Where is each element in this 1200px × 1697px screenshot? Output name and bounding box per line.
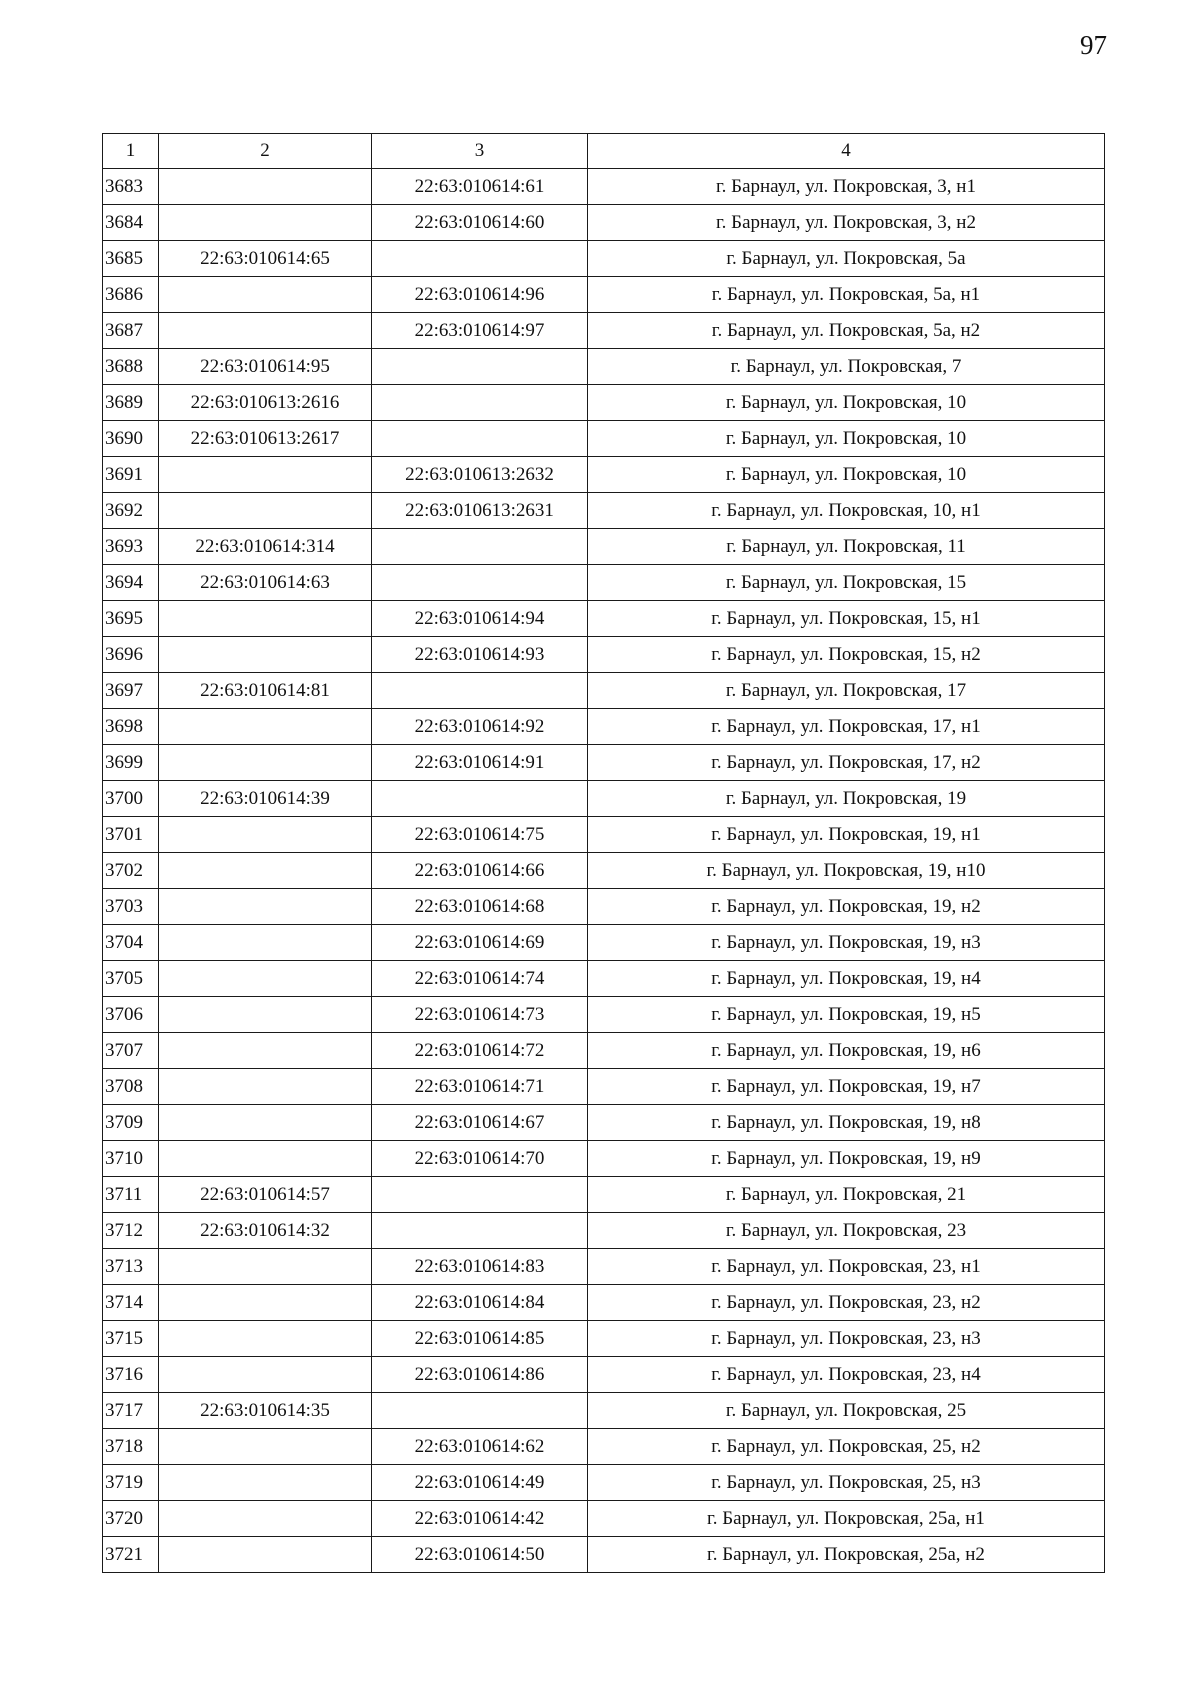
row-number-cell: 3701 <box>103 817 159 853</box>
row-number-cell: 3696 <box>103 637 159 673</box>
row-number-cell: 3691 <box>103 457 159 493</box>
col3-cadastral-cell <box>372 673 588 709</box>
col2-cadastral-cell <box>159 1249 372 1285</box>
row-number-cell: 3715 <box>103 1321 159 1357</box>
row-number-cell: 3703 <box>103 889 159 925</box>
row-number-cell: 3716 <box>103 1357 159 1393</box>
col3-cadastral-cell <box>372 385 588 421</box>
address-cell: г. Барнаул, ул. Покровская, 19 <box>588 781 1105 817</box>
col2-cadastral-cell <box>159 169 372 205</box>
table-row <box>103 1249 1105 1285</box>
col3-cadastral-cell <box>372 1177 588 1213</box>
address-cell: г. Барнаул, ул. Покровская, 19, н10 <box>588 853 1105 889</box>
col3-cadastral-cell: 22:63:010614:62 <box>372 1429 588 1465</box>
row-number-cell: 3713 <box>103 1249 159 1285</box>
col2-cadastral-cell: 22:63:010614:39 <box>159 781 372 817</box>
table-row <box>103 241 1105 277</box>
col3-cadastral-cell: 22:63:010614:71 <box>372 1069 588 1105</box>
col3-cadastral-cell: 22:63:010614:60 <box>372 205 588 241</box>
table-row <box>103 889 1105 925</box>
col3-cadastral-cell: 22:63:010614:73 <box>372 997 588 1033</box>
col2-cadastral-cell <box>159 1429 372 1465</box>
col3-cadastral-cell: 22:63:010614:97 <box>372 313 588 349</box>
row-number-cell: 3718 <box>103 1429 159 1465</box>
table-row <box>103 1033 1105 1069</box>
header-col-4: 4 <box>588 134 1105 169</box>
col3-cadastral-cell: 22:63:010614:69 <box>372 925 588 961</box>
table-row <box>103 637 1105 673</box>
row-number-cell: 3721 <box>103 1537 159 1573</box>
address-cell: г. Барнаул, ул. Покровская, 23, н2 <box>588 1285 1105 1321</box>
col2-cadastral-cell <box>159 1033 372 1069</box>
row-number-cell: 3697 <box>103 673 159 709</box>
col3-cadastral-cell <box>372 781 588 817</box>
address-cell: г. Барнаул, ул. Покровская, 25 <box>588 1393 1105 1429</box>
row-number-cell: 3702 <box>103 853 159 889</box>
header-col-1: 1 <box>103 134 159 169</box>
table-row <box>103 1069 1105 1105</box>
address-cell: г. Барнаул, ул. Покровская, 10 <box>588 421 1105 457</box>
row-number-cell: 3706 <box>103 997 159 1033</box>
table-row <box>103 1321 1105 1357</box>
col2-cadastral-cell: 22:63:010614:81 <box>159 673 372 709</box>
registry-table <box>102 133 1105 1573</box>
col2-cadastral-cell: 22:63:010614:35 <box>159 1393 372 1429</box>
header-row <box>103 134 1105 169</box>
row-number-cell: 3717 <box>103 1393 159 1429</box>
address-cell: г. Барнаул, ул. Покровская, 19, н1 <box>588 817 1105 853</box>
col2-cadastral-cell: 22:63:010614:63 <box>159 565 372 601</box>
col3-cadastral-cell: 22:63:010614:67 <box>372 1105 588 1141</box>
address-cell: г. Барнаул, ул. Покровская, 23, н3 <box>588 1321 1105 1357</box>
address-cell: г. Барнаул, ул. Покровская, 19, н4 <box>588 961 1105 997</box>
row-number-cell: 3707 <box>103 1033 159 1069</box>
row-number-cell: 3688 <box>103 349 159 385</box>
table-row <box>103 1177 1105 1213</box>
table-row <box>103 1429 1105 1465</box>
table-row <box>103 565 1105 601</box>
col2-cadastral-cell <box>159 817 372 853</box>
col3-cadastral-cell <box>372 565 588 601</box>
address-cell: г. Барнаул, ул. Покровская, 19, н7 <box>588 1069 1105 1105</box>
row-number-cell: 3708 <box>103 1069 159 1105</box>
table-row <box>103 205 1105 241</box>
col2-cadastral-cell <box>159 745 372 781</box>
address-cell: г. Барнаул, ул. Покровская, 19, н8 <box>588 1105 1105 1141</box>
col2-cadastral-cell <box>159 1285 372 1321</box>
row-number-cell: 3687 <box>103 313 159 349</box>
address-cell: г. Барнаул, ул. Покровская, 19, н2 <box>588 889 1105 925</box>
col2-cadastral-cell <box>159 1141 372 1177</box>
row-number-cell: 3705 <box>103 961 159 997</box>
col3-cadastral-cell: 22:63:010614:72 <box>372 1033 588 1069</box>
address-cell: г. Барнаул, ул. Покровская, 23, н4 <box>588 1357 1105 1393</box>
col2-cadastral-cell <box>159 1105 372 1141</box>
table-row <box>103 1213 1105 1249</box>
table-row <box>103 1393 1105 1429</box>
address-cell: г. Барнаул, ул. Покровская, 25а, н2 <box>588 1537 1105 1573</box>
table-row <box>103 781 1105 817</box>
row-number-cell: 3709 <box>103 1105 159 1141</box>
table-row <box>103 493 1105 529</box>
col2-cadastral-cell: 22:63:010614:32 <box>159 1213 372 1249</box>
row-number-cell: 3712 <box>103 1213 159 1249</box>
table-row <box>103 421 1105 457</box>
address-cell: г. Барнаул, ул. Покровская, 10 <box>588 385 1105 421</box>
address-cell: г. Барнаул, ул. Покровская, 15, н2 <box>588 637 1105 673</box>
col2-cadastral-cell: 22:63:010613:2617 <box>159 421 372 457</box>
col2-cadastral-cell <box>159 313 372 349</box>
col3-cadastral-cell: 22:63:010614:75 <box>372 817 588 853</box>
address-cell: г. Барнаул, ул. Покровская, 3, н2 <box>588 205 1105 241</box>
col3-cadastral-cell <box>372 529 588 565</box>
col3-cadastral-cell: 22:63:010614:70 <box>372 1141 588 1177</box>
address-cell: г. Барнаул, ул. Покровская, 19, н9 <box>588 1141 1105 1177</box>
table-row <box>103 925 1105 961</box>
table-row <box>103 385 1105 421</box>
table-row <box>103 1285 1105 1321</box>
table-row <box>103 1105 1105 1141</box>
col2-cadastral-cell <box>159 961 372 997</box>
row-number-cell: 3719 <box>103 1465 159 1501</box>
table-row <box>103 1357 1105 1393</box>
table-row <box>103 349 1105 385</box>
col3-cadastral-cell: 22:63:010614:66 <box>372 853 588 889</box>
address-cell: г. Барнаул, ул. Покровская, 17 <box>588 673 1105 709</box>
col3-cadastral-cell <box>372 349 588 385</box>
col3-cadastral-cell: 22:63:010613:2631 <box>372 493 588 529</box>
col3-cadastral-cell <box>372 1393 588 1429</box>
row-number-cell: 3684 <box>103 205 159 241</box>
address-cell: г. Барнаул, ул. Покровская, 17, н2 <box>588 745 1105 781</box>
col2-cadastral-cell <box>159 637 372 673</box>
address-cell: г. Барнаул, ул. Покровская, 17, н1 <box>588 709 1105 745</box>
col3-cadastral-cell <box>372 1213 588 1249</box>
row-number-cell: 3686 <box>103 277 159 313</box>
row-number-cell: 3685 <box>103 241 159 277</box>
row-number-cell: 3690 <box>103 421 159 457</box>
table-row <box>103 997 1105 1033</box>
table-row <box>103 601 1105 637</box>
table-row <box>103 457 1105 493</box>
table-row <box>103 745 1105 781</box>
col2-cadastral-cell: 22:63:010613:2616 <box>159 385 372 421</box>
row-number-cell: 3683 <box>103 169 159 205</box>
col2-cadastral-cell <box>159 205 372 241</box>
address-cell: г. Барнаул, ул. Покровская, 25, н3 <box>588 1465 1105 1501</box>
col3-cadastral-cell: 22:63:010614:86 <box>372 1357 588 1393</box>
address-cell: г. Барнаул, ул. Покровская, 15, н1 <box>588 601 1105 637</box>
col3-cadastral-cell <box>372 241 588 277</box>
address-cell: г. Барнаул, ул. Покровская, 23 <box>588 1213 1105 1249</box>
table-row <box>103 169 1105 205</box>
table-body <box>103 169 1105 1573</box>
col3-cadastral-cell: 22:63:010614:94 <box>372 601 588 637</box>
row-number-cell: 3699 <box>103 745 159 781</box>
row-number-cell: 3694 <box>103 565 159 601</box>
col3-cadastral-cell: 22:63:010614:83 <box>372 1249 588 1285</box>
col2-cadastral-cell <box>159 1321 372 1357</box>
address-cell: г. Барнаул, ул. Покровская, 25а, н1 <box>588 1501 1105 1537</box>
col3-cadastral-cell: 22:63:010614:42 <box>372 1501 588 1537</box>
col2-cadastral-cell <box>159 1537 372 1573</box>
col3-cadastral-cell: 22:63:010614:50 <box>372 1537 588 1573</box>
table-row <box>103 1501 1105 1537</box>
col2-cadastral-cell: 22:63:010614:95 <box>159 349 372 385</box>
col3-cadastral-cell: 22:63:010614:74 <box>372 961 588 997</box>
col3-cadastral-cell: 22:63:010614:93 <box>372 637 588 673</box>
table-row <box>103 961 1105 997</box>
row-number-cell: 3689 <box>103 385 159 421</box>
table-row <box>103 1141 1105 1177</box>
col2-cadastral-cell <box>159 277 372 313</box>
col3-cadastral-cell: 22:63:010614:49 <box>372 1465 588 1501</box>
header-col-2: 2 <box>159 134 372 169</box>
table-row <box>103 1537 1105 1573</box>
page-number: 97 <box>1080 30 1107 60</box>
table-row <box>103 277 1105 313</box>
address-cell: г. Барнаул, ул. Покровская, 7 <box>588 349 1105 385</box>
address-cell: г. Барнаул, ул. Покровская, 10 <box>588 457 1105 493</box>
address-cell: г. Барнаул, ул. Покровская, 23, н1 <box>588 1249 1105 1285</box>
row-number-cell: 3710 <box>103 1141 159 1177</box>
col2-cadastral-cell <box>159 601 372 637</box>
row-number-cell: 3698 <box>103 709 159 745</box>
row-number-cell: 3692 <box>103 493 159 529</box>
address-cell: г. Барнаул, ул. Покровская, 11 <box>588 529 1105 565</box>
row-number-cell: 3700 <box>103 781 159 817</box>
address-cell: г. Барнаул, ул. Покровская, 19, н5 <box>588 997 1105 1033</box>
address-cell: г. Барнаул, ул. Покровская, 5а, н1 <box>588 277 1105 313</box>
col2-cadastral-cell <box>159 709 372 745</box>
table-row <box>103 853 1105 889</box>
col3-cadastral-cell <box>372 421 588 457</box>
col3-cadastral-cell: 22:63:010614:68 <box>372 889 588 925</box>
col3-cadastral-cell: 22:63:010614:92 <box>372 709 588 745</box>
row-number-cell: 3714 <box>103 1285 159 1321</box>
col2-cadastral-cell <box>159 1357 372 1393</box>
col2-cadastral-cell <box>159 457 372 493</box>
col2-cadastral-cell <box>159 925 372 961</box>
col2-cadastral-cell: 22:63:010614:57 <box>159 1177 372 1213</box>
row-number-cell: 3693 <box>103 529 159 565</box>
address-cell: г. Барнаул, ул. Покровская, 5а <box>588 241 1105 277</box>
col3-cadastral-cell: 22:63:010614:61 <box>372 169 588 205</box>
col3-cadastral-cell: 22:63:010613:2632 <box>372 457 588 493</box>
col3-cadastral-cell: 22:63:010614:84 <box>372 1285 588 1321</box>
address-cell: г. Барнаул, ул. Покровская, 10, н1 <box>588 493 1105 529</box>
row-number-cell: 3720 <box>103 1501 159 1537</box>
col3-cadastral-cell: 22:63:010614:96 <box>372 277 588 313</box>
table-row <box>103 313 1105 349</box>
table-row <box>103 817 1105 853</box>
address-cell: г. Барнаул, ул. Покровская, 15 <box>588 565 1105 601</box>
col2-cadastral-cell <box>159 493 372 529</box>
address-cell: г. Барнаул, ул. Покровская, 19, н6 <box>588 1033 1105 1069</box>
col2-cadastral-cell: 22:63:010614:314 <box>159 529 372 565</box>
address-cell: г. Барнаул, ул. Покровская, 5а, н2 <box>588 313 1105 349</box>
table-row <box>103 529 1105 565</box>
header-col-3: 3 <box>372 134 588 169</box>
address-cell: г. Барнаул, ул. Покровская, 3, н1 <box>588 169 1105 205</box>
col2-cadastral-cell <box>159 1501 372 1537</box>
table-row <box>103 1465 1105 1501</box>
col2-cadastral-cell: 22:63:010614:65 <box>159 241 372 277</box>
table-row <box>103 709 1105 745</box>
col2-cadastral-cell <box>159 1465 372 1501</box>
col2-cadastral-cell <box>159 1069 372 1105</box>
address-cell: г. Барнаул, ул. Покровская, 21 <box>588 1177 1105 1213</box>
col3-cadastral-cell: 22:63:010614:91 <box>372 745 588 781</box>
table-header <box>103 134 1105 169</box>
col2-cadastral-cell <box>159 853 372 889</box>
row-number-cell: 3711 <box>103 1177 159 1213</box>
col2-cadastral-cell <box>159 997 372 1033</box>
row-number-cell: 3695 <box>103 601 159 637</box>
address-cell: г. Барнаул, ул. Покровская, 19, н3 <box>588 925 1105 961</box>
row-number-cell: 3704 <box>103 925 159 961</box>
col2-cadastral-cell <box>159 889 372 925</box>
address-cell: г. Барнаул, ул. Покровская, 25, н2 <box>588 1429 1105 1465</box>
table-row <box>103 673 1105 709</box>
col3-cadastral-cell: 22:63:010614:85 <box>372 1321 588 1357</box>
